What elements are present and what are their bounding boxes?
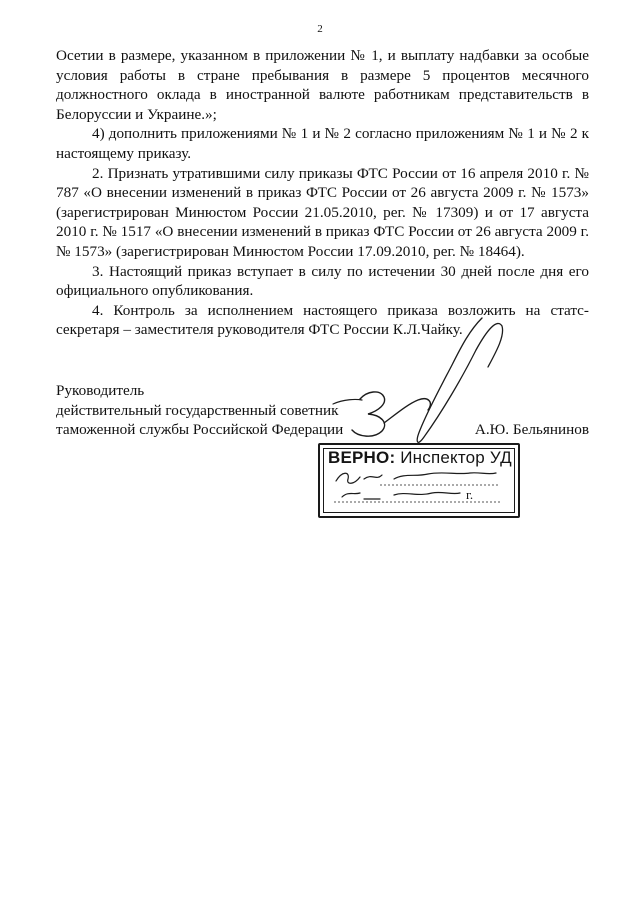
stamp-verified-word: ВЕРНО: [328,448,396,467]
stamp-initials-scribble [336,473,496,483]
signature-block [56,381,589,440]
paragraph-continuation: Осетии в размере, указанном в приложении № 1, и выплату надбавки за особые условия работы в стране пребывания в размере 5 процентов месячного должностного оклада в иностранной валюте работникам представительств в Белоруссии и Украине.»; [56,47,589,123]
paragraph-clause-2: 2. Признать утратившими силу приказы ФТС России от 16 апреля 2010 г. № 787 «О внесении изменений в приказ ФТС России от 26 августа 2009 г. № 1573» (зарегистрирован Минюстом России 21.05.2010, рег. № 17309) и от 17 августа 2010 г. № 1517 «О внесении изменений в приказ ФТС России от 26 августа 2009 г. № 1573» (зарегистрирован Минюстом России 17.09.2010, рег. № 18464). [56,164,589,260]
paragraph-item-4: 4) дополнить приложениями № 1 и № 2 согласно приложениям № 1 и № 2 к настоящему приказу. [56,125,589,162]
stamp-department: УД [489,448,512,467]
verification-stamp [318,443,520,518]
stamp-position: Инспектор [400,448,485,467]
page-number: 2 [317,23,323,35]
stamp-year-suffix: г. [466,487,474,502]
signatory-title-line-1: Руководитель [56,382,145,399]
paragraph-clause-3: 3. Настоящий приказ вступает в силу по истечении 30 дней после дня его официального опубликования. [56,262,589,300]
signatory-name: А.Ю. Бельянинов [474,421,589,439]
stamp-date-scribble [342,492,460,499]
signatory-title-line-3: таможенной службы Российской Федерации [56,421,344,439]
stamp-handwriting [320,445,514,512]
paragraph-clause-4: 4. Контроль за исполнением настоящего приказа возложить на статс-секретаря – заместителя руководителя ФТС России К.Л.Чайку. [56,301,589,339]
signatory-title-line-2: действительный государственный советник [56,401,339,419]
